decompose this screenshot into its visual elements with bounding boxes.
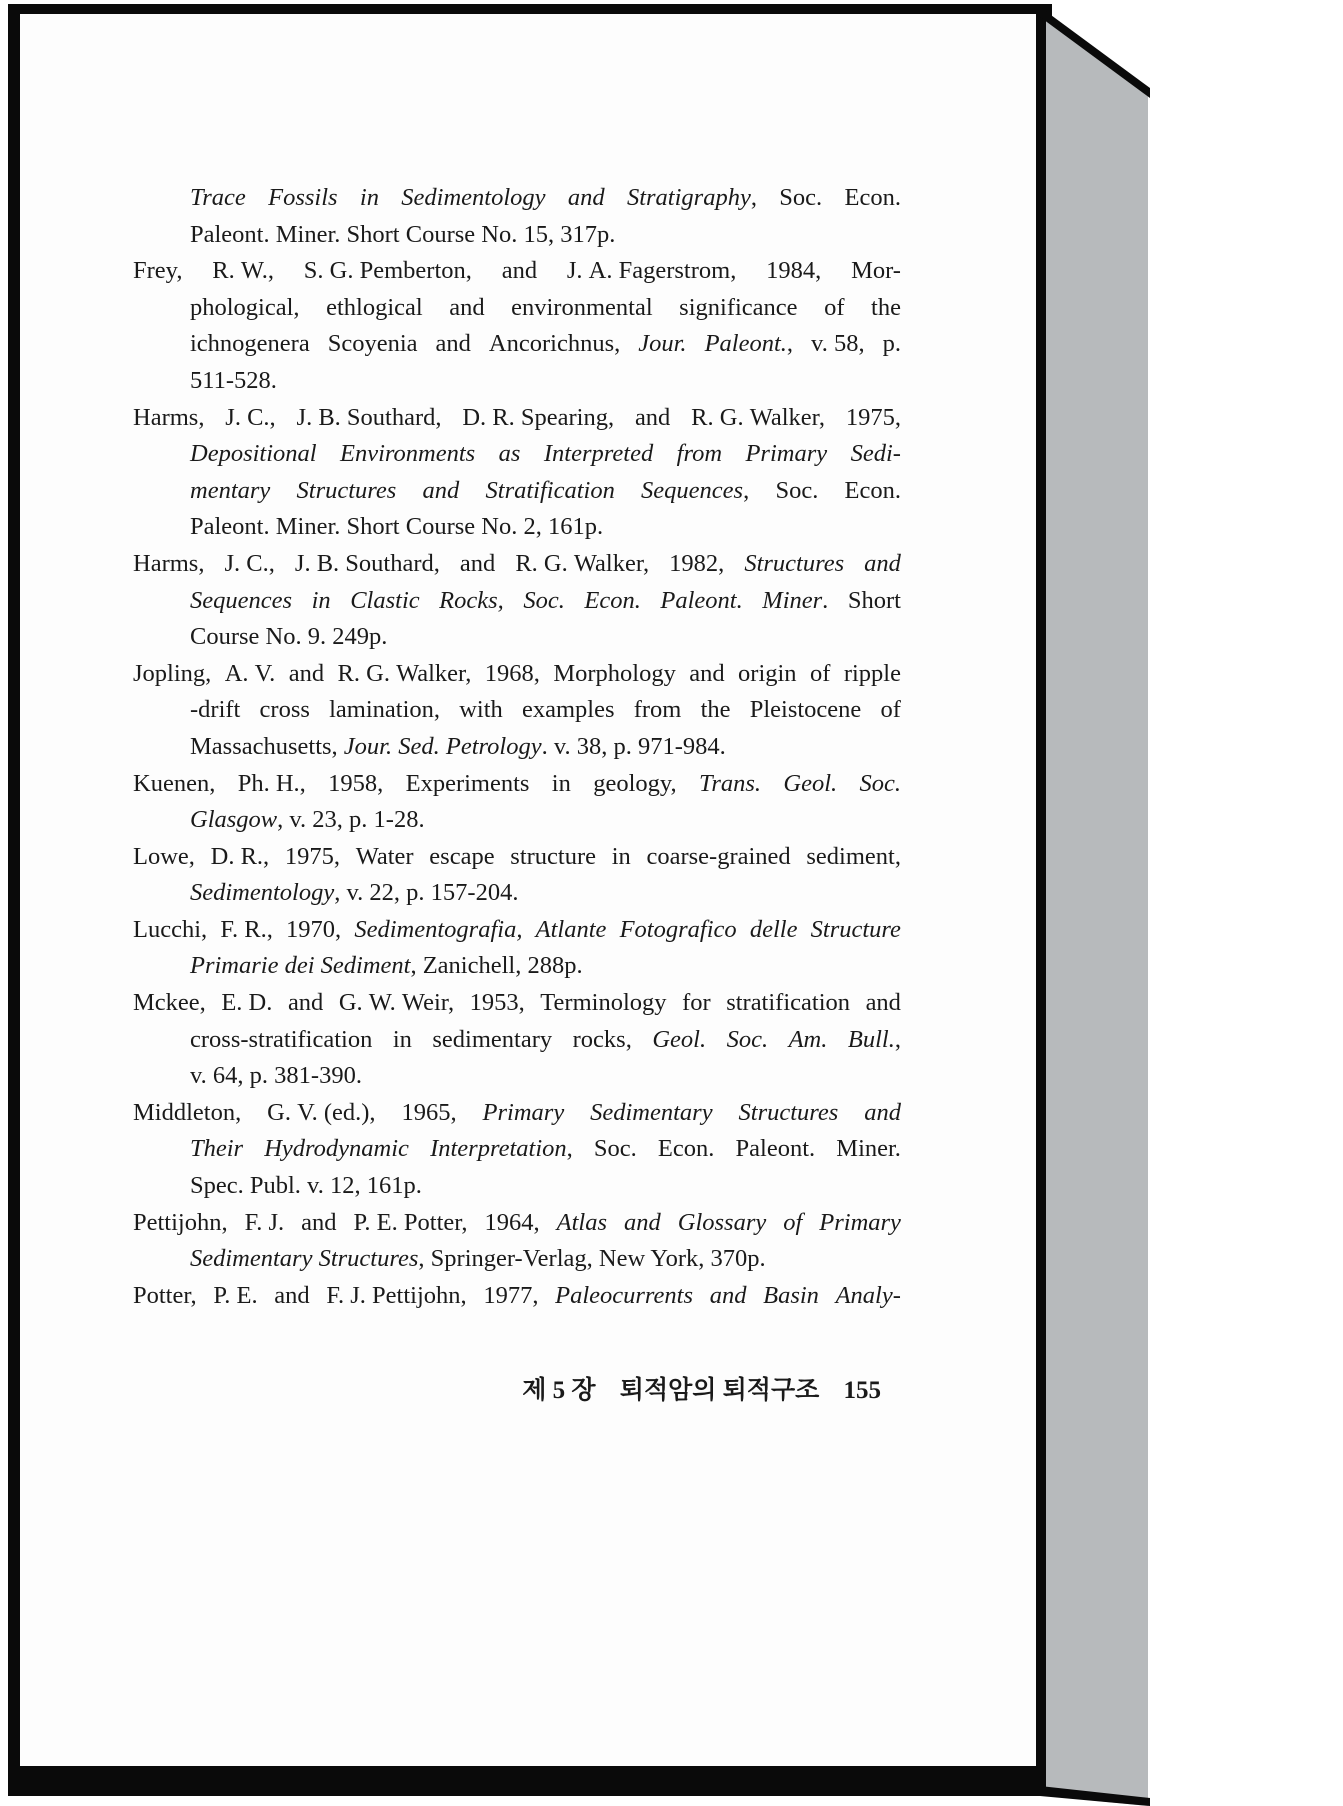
reference-line: [133, 436, 901, 473]
word: Sedi-: [850, 440, 901, 468]
word: R. G. Walker,: [691, 403, 825, 431]
word: Miner.: [762, 586, 829, 614]
word: 1970,: [286, 915, 342, 943]
word: Experiments: [405, 769, 530, 797]
word: P. E. Potter,: [353, 1208, 468, 1236]
word: Atlas: [556, 1208, 608, 1236]
word: Ancorichnus,: [488, 330, 621, 358]
word: G. V. (ed.),: [267, 1098, 376, 1126]
reference-line: Paleont. Miner. Short Course No. 15, 317p.: [190, 220, 616, 248]
word: Stratification: [485, 476, 615, 504]
word: Sedimentology: [401, 184, 546, 211]
reference-line: [133, 1205, 901, 1242]
word: Structures: [296, 476, 397, 504]
reference-line: [133, 1278, 901, 1315]
word: Frey,: [133, 257, 183, 285]
page-footer: [133, 1370, 901, 1406]
word: Kuenen,: [133, 769, 216, 797]
word: Sedimentary: [590, 1098, 713, 1126]
reference-line: Massachusetts, Jour. Sed. Petrology. v. 38, p. 971-984.: [190, 732, 726, 760]
word: Paleont.: [660, 586, 743, 614]
word: Econ.: [657, 1135, 715, 1163]
word: E. D.: [221, 989, 273, 1017]
word: sedimentary: [432, 1025, 553, 1053]
word: of: [824, 293, 845, 321]
word: D. R.,: [210, 842, 270, 870]
word: ripple: [843, 659, 901, 687]
word: in: [359, 184, 379, 211]
word: Ph. H.,: [237, 769, 306, 797]
word: Harms,: [133, 549, 205, 577]
word: and: [501, 257, 538, 285]
word: in: [551, 769, 571, 797]
word: Interpretation,: [430, 1135, 573, 1163]
word: Middleton,: [133, 1098, 242, 1126]
word: coarse-grained: [646, 842, 791, 870]
word: in: [611, 842, 631, 870]
word: in: [311, 586, 331, 614]
word: F. J. Pettijohn,: [326, 1281, 467, 1309]
word: Primary: [482, 1098, 565, 1126]
word: Jopling,: [133, 659, 212, 687]
reference-line: [133, 473, 901, 510]
reference-line: [133, 985, 901, 1022]
word: J. C.,: [224, 549, 275, 577]
word: delle: [749, 915, 798, 943]
word: J. B. Southard,: [296, 403, 442, 431]
word: Econ.: [584, 586, 641, 614]
word: Soc.: [593, 1135, 637, 1163]
word: Jour.: [638, 330, 687, 358]
word: Trace: [190, 184, 246, 211]
word: Soc.: [779, 184, 823, 211]
word: F. J.: [244, 1208, 285, 1236]
word: Fotografico: [619, 915, 737, 943]
word: Structures: [738, 1098, 839, 1126]
reference-line: [133, 912, 901, 949]
word: Fossils: [268, 184, 338, 211]
word: and: [567, 184, 605, 211]
word: Structure: [810, 915, 901, 943]
word: Environments: [340, 440, 476, 468]
word: F. R.,: [220, 915, 273, 943]
word: p.: [882, 330, 901, 358]
word: environmental: [511, 293, 653, 321]
word: of: [783, 1208, 803, 1236]
word: Potter,: [133, 1281, 197, 1309]
word: Sedimentografia,: [354, 915, 523, 943]
reference-line: [133, 253, 901, 290]
word: and: [624, 1208, 661, 1236]
word: J. A. Fagerstrom,: [566, 257, 737, 285]
word: Geol.: [652, 1025, 707, 1053]
word: mentary: [190, 476, 271, 504]
word: significance: [679, 293, 798, 321]
word: Basin: [763, 1281, 819, 1309]
word: 1977,: [483, 1281, 539, 1309]
word: 1965,: [401, 1098, 457, 1126]
word: Mckee,: [133, 989, 206, 1017]
word: cross: [259, 696, 310, 724]
footer-chapter-title: 퇴적암의 퇴적구조: [619, 1377, 820, 1405]
word: Atlante: [535, 915, 607, 943]
footer-page-number: 155: [843, 1377, 881, 1405]
word: 1975,: [284, 842, 340, 870]
word: Soc.: [859, 769, 901, 797]
word: R. W.,: [212, 257, 274, 285]
reference-line: [133, 180, 901, 217]
word: 1964,: [484, 1208, 540, 1236]
word: Stratigraphy,: [626, 184, 757, 211]
reference-line: [133, 656, 901, 693]
word: for: [682, 989, 711, 1017]
reference-line: 511-528.: [190, 366, 277, 394]
word: stratification: [726, 989, 851, 1017]
word: Clastic: [350, 586, 420, 614]
word: and: [689, 659, 725, 687]
word: with: [459, 696, 503, 724]
word: A. V.: [224, 659, 276, 687]
word: in: [392, 1025, 412, 1053]
word: phological,: [190, 293, 300, 321]
word: and: [864, 1098, 901, 1126]
word: G. W. Weir,: [338, 989, 455, 1017]
word: lamination,: [329, 696, 441, 724]
word: ichnogenera: [190, 330, 310, 358]
word: 1984,: [766, 257, 822, 285]
reference-line: [133, 400, 901, 437]
word: Econ.: [844, 476, 901, 504]
word: Trans.: [699, 769, 762, 797]
word: and: [864, 549, 901, 577]
reference-line: [133, 546, 901, 583]
reference-line: Primarie dei Sediment, Zanichell, 288p.: [190, 952, 583, 980]
word: Short: [847, 586, 901, 614]
word: v. 58,: [811, 330, 865, 358]
word: cross-stratification: [190, 1025, 373, 1053]
word: Mor-: [851, 257, 901, 285]
word: and: [288, 659, 325, 687]
word: Econ.: [844, 184, 901, 211]
reference-line: Sedimentary Structures, Springer-Verlag, New York, 370p.: [190, 1245, 766, 1273]
word: geology,: [593, 769, 677, 797]
word: Their: [190, 1135, 244, 1163]
word: ethlogical: [326, 293, 423, 321]
reference-line: [133, 1022, 901, 1059]
footer-chapter-label: 제 5 장: [522, 1377, 596, 1405]
word: and: [274, 1281, 310, 1309]
page-edge-stack: [1046, 16, 1148, 1806]
word: Lucchi,: [133, 915, 208, 943]
word: Am.: [788, 1025, 828, 1053]
word: Glossary: [677, 1208, 767, 1236]
word: Soc.: [726, 1025, 769, 1053]
word: Analy-: [835, 1281, 901, 1309]
reference-line: Sedimentology, v. 22, p. 157-204.: [190, 879, 519, 907]
word: rocks,: [572, 1025, 632, 1053]
word: Interpreted: [543, 440, 654, 468]
word: Miner.: [836, 1135, 901, 1163]
word: S. G. Pemberton,: [303, 257, 472, 285]
word: examples: [522, 696, 615, 724]
reference-list: [133, 180, 901, 1314]
word: R. G. Walker,: [337, 659, 472, 687]
word: and: [449, 293, 485, 321]
word: Lowe,: [133, 842, 195, 870]
word: Morphology: [553, 659, 676, 687]
reference-line: [133, 1095, 901, 1132]
word: 1953,: [469, 989, 525, 1017]
word: Harms,: [133, 403, 205, 431]
word: structure: [510, 842, 597, 870]
word: 1968,: [484, 659, 540, 687]
word: and: [435, 330, 471, 358]
reference-line: [133, 839, 901, 876]
word: Sequences: [190, 586, 293, 614]
word: Primary: [819, 1208, 901, 1236]
word: Paleont.: [735, 1135, 816, 1163]
word: J. C.,: [225, 403, 276, 431]
reference-line: Paleont. Miner. Short Course No. 2, 161p.: [190, 513, 604, 541]
word: Scoyenia: [327, 330, 418, 358]
word: Paleont.,: [704, 330, 794, 358]
word: the: [871, 293, 901, 321]
word: from: [633, 696, 682, 724]
word: and: [709, 1281, 747, 1309]
word: Bull.,: [847, 1025, 901, 1053]
word: and: [287, 989, 324, 1017]
word: Primary: [745, 440, 828, 468]
reference-line: [133, 583, 901, 620]
word: R. G. Walker,: [515, 549, 650, 577]
word: origin: [738, 659, 797, 687]
word: from: [676, 440, 723, 468]
word: Pleistocene: [749, 696, 862, 724]
word: Hydrodynamic: [264, 1135, 409, 1163]
word: Water: [355, 842, 414, 870]
word: 1975,: [845, 403, 901, 431]
word: D. R. Spearing,: [462, 403, 615, 431]
word: and: [865, 989, 901, 1017]
word: Rocks,: [439, 586, 504, 614]
word: Sequences,: [641, 476, 750, 504]
word: the: [700, 696, 731, 724]
word: of: [880, 696, 901, 724]
reference-line: [133, 326, 901, 363]
word: and: [634, 403, 671, 431]
reference-line: [133, 290, 901, 327]
word: of: [809, 659, 831, 687]
reference-line: [133, 1131, 901, 1168]
reference-line: [133, 692, 901, 729]
reference-line: [133, 766, 901, 803]
word: sediment,: [806, 842, 901, 870]
word: Terminology: [540, 989, 667, 1017]
word: 1982,: [669, 549, 725, 577]
word: Pettijohn,: [133, 1208, 228, 1236]
word: Structures: [744, 549, 845, 577]
word: Geol.: [783, 769, 838, 797]
word: and: [301, 1208, 337, 1236]
word: -drift: [190, 696, 241, 724]
word: escape: [429, 842, 495, 870]
word: Paleocurrents: [555, 1281, 694, 1309]
reference-line: Glasgow, v. 23, p. 1-28.: [190, 806, 425, 834]
word: as: [498, 440, 521, 468]
word: J. B. Southard,: [294, 549, 440, 577]
word: P. E.: [213, 1281, 258, 1309]
reference-line: Course No. 9. 249p.: [190, 623, 388, 651]
page: [20, 14, 1036, 1766]
word: Depositional: [190, 440, 317, 468]
word: Soc.: [523, 586, 565, 614]
word: Soc.: [775, 476, 819, 504]
reference-line: Spec. Publ. v. 12, 161p.: [190, 1172, 422, 1200]
reference-line: v. 64, p. 381-390.: [190, 1062, 362, 1090]
word: and: [422, 476, 460, 504]
word: 1958,: [328, 769, 384, 797]
word: and: [459, 549, 496, 577]
